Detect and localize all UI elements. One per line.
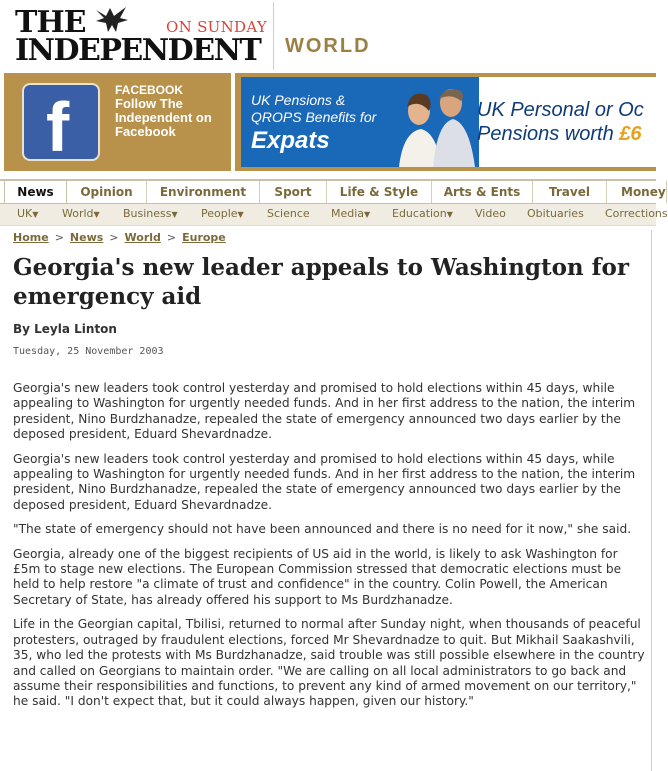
- nav-news[interactable]: News: [4, 180, 67, 205]
- sub-nav: [0, 203, 668, 226]
- ad-banner[interactable]: [241, 77, 656, 167]
- facebook-icon: f: [22, 83, 100, 161]
- couple-photo: [389, 77, 479, 167]
- article-paragraph: Georgia's new leaders took control yesterday and promised to hold elections within 45 days, while appealing to Washington for urgently needed funds. And in her first address to the nation, the interim president, Nino Burdzhanadze, repealed the state of emergency announced two days earlier by the deposed president, Eduard Shevardnadze.: [13, 381, 636, 442]
- subnav-media-label: Media: [331, 207, 365, 220]
- logo-the: THE: [15, 5, 86, 40]
- ad-right-line-2: [477, 123, 642, 146]
- subnav-obituaries-label: Obituaries: [527, 207, 584, 220]
- subnav-business[interactable]: [123, 207, 178, 220]
- subnav-corrections[interactable]: [605, 207, 668, 220]
- nav-travel[interactable]: Travel: [533, 181, 607, 203]
- facebook-text: Follow The Independent on Facebook: [115, 96, 212, 139]
- subnav-education-label: Education: [392, 207, 447, 220]
- main-nav: [0, 179, 666, 203]
- masthead: [0, 0, 656, 71]
- eagle-icon: [92, 4, 132, 36]
- article-paragraph: Georgia, already one of the biggest recipients of US aid in the world, is likely to ask Washington for £5m to stage new elections. The European Commission stressed that democratic elections must be held to help restore "a climate of trust and confidence" in the country. Colin Powell, the American Secretary of State, has already offered his support to Ms Burdzhanadze.: [13, 546, 622, 607]
- breadcrumb: [13, 231, 226, 244]
- column-divider: [651, 230, 652, 771]
- subnav-people-label: People: [201, 207, 238, 220]
- ad-left-panel: [241, 77, 479, 167]
- ad-right-line-1: UK Personal or Oc: [477, 99, 644, 121]
- article-paragraph: Life in the Georgian capital, Tbilisi, returned to normal after Sunday night, when thousands of peaceful protesters, outraged by fraudulent elections, forced Mr Shevardnadze to quit. But Mikhail Saakashvili, 35, who led the protests with Ms Burdzhanadze, said trouble was still possible elsewhere in the country and called on Georgians to maintain order. "We are calling on all local administrators to go back and assume their responsibilities and functions, to prevent any kind of armed movement on our territory," he said. "I don't expect that, but it could always happen, given our history.": [13, 617, 645, 709]
- ad-line-3: Expats: [251, 127, 330, 154]
- subnav-people[interactable]: [201, 207, 244, 220]
- nav-arts-ents[interactable]: Arts & Ents: [432, 181, 533, 203]
- ad-line-2: QROPS Benefits for: [251, 109, 377, 125]
- nav-sport[interactable]: Sport: [260, 181, 327, 203]
- subnav-science[interactable]: [267, 207, 310, 220]
- article-paragraph: "The state of emergency should not have been announced and there is no need for it now," she said.: [13, 522, 632, 537]
- logo-independent: INDEPENDENT: [15, 33, 261, 68]
- chevron-down-icon: ▼: [364, 210, 371, 219]
- subnav-corrections-label: Corrections: [605, 207, 668, 220]
- subnav-business-label: Business: [123, 207, 172, 220]
- breadcrumb-separator: >: [54, 231, 64, 244]
- subnav-media[interactable]: [331, 207, 370, 220]
- subnav-video[interactable]: [475, 207, 506, 220]
- article-body: [13, 381, 645, 719]
- breadcrumb-separator: >: [109, 231, 119, 244]
- ad-line-1: UK Pensions &: [251, 92, 346, 108]
- chevron-down-icon: ▼: [93, 210, 100, 219]
- article-byline: By Leyla Linton: [13, 322, 117, 336]
- subnav-video-label: Video: [475, 207, 506, 220]
- ad-right-prefix: Pensions worth: [477, 123, 620, 145]
- nav-environment[interactable]: Environment: [147, 181, 260, 203]
- breadcrumb-separator: >: [166, 231, 177, 244]
- facebook-promo[interactable]: [4, 73, 231, 171]
- chevron-down-icon: ▼: [171, 210, 178, 219]
- section-title: WORLD: [285, 35, 371, 57]
- subnav-uk-label: UK: [17, 207, 33, 220]
- subnav-world[interactable]: [62, 207, 100, 220]
- ad-right-amount: £6: [619, 123, 642, 145]
- breadcrumb-news[interactable]: News: [69, 231, 104, 244]
- logo-on-sunday: ON SUNDAY: [166, 18, 268, 36]
- subnav-obituaries[interactable]: [527, 207, 584, 220]
- subnav-science-label: Science: [267, 207, 310, 220]
- nav-opinion[interactable]: Opinion: [67, 181, 147, 203]
- chevron-down-icon: ▼: [446, 210, 453, 219]
- article-paragraph: Georgia's new leaders took control yesterday and promised to hold elections within 45 days, while appealing to Washington for urgently needed funds. And in her first address to the nation, the interim president, Nino Burdzhanadze, repealed the state of emergency announced two days earlier by the deposed president, Eduard Shevardnadze.: [13, 451, 636, 512]
- chevron-down-icon: ▼: [32, 210, 39, 219]
- subnav-world-label: World: [62, 207, 94, 220]
- subnav-education[interactable]: [392, 207, 453, 220]
- facebook-label: FACEBOOK: [115, 83, 184, 97]
- subnav-uk[interactable]: [17, 207, 38, 220]
- nav-life-style[interactable]: Life & Style: [327, 181, 432, 203]
- article-date: Tuesday, 25 November 2003: [13, 346, 164, 357]
- breadcrumb-world[interactable]: World: [124, 231, 161, 244]
- breadcrumb-europe[interactable]: Europe: [182, 231, 226, 244]
- promo-row: [0, 71, 656, 172]
- chevron-down-icon: ▼: [237, 210, 244, 219]
- article-headline: Georgia's new leader appeals to Washington for emergency aid: [13, 254, 629, 310]
- breadcrumb-home[interactable]: Home: [13, 231, 49, 244]
- site-logo[interactable]: [4, 2, 274, 70]
- nav-money[interactable]: Money: [607, 181, 667, 203]
